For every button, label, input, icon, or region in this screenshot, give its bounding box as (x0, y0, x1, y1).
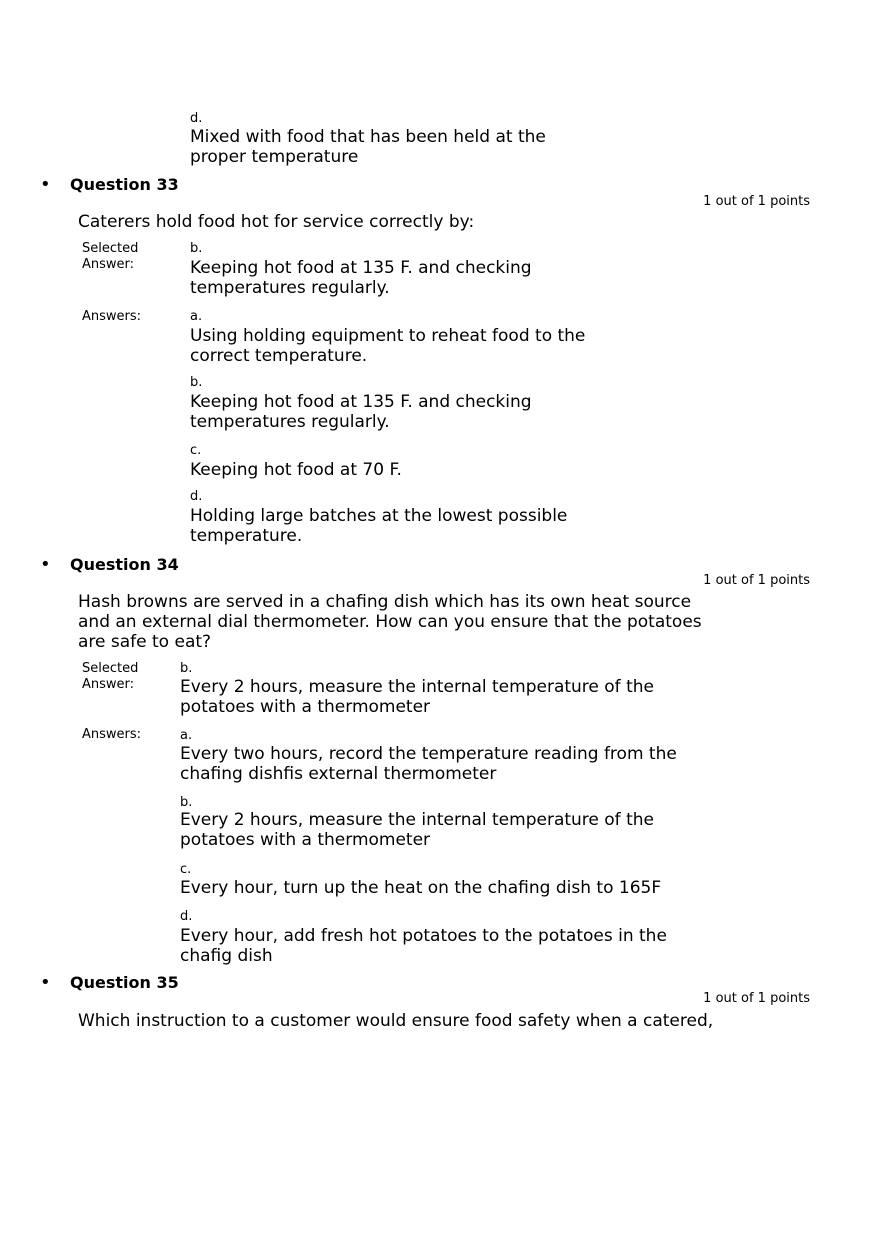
selected-answer-label: Selected (82, 661, 139, 676)
option-text-line: proper temperature (190, 147, 359, 167)
option-letter: a. (190, 309, 203, 324)
option-letter: d. (190, 489, 203, 504)
option-letter: a. (180, 728, 193, 743)
option-letter: b. (190, 375, 203, 390)
question-points: 1 out of 1 points (703, 573, 810, 588)
question-points: 1 out of 1 points (703, 194, 810, 209)
question-title: Question 33 (70, 175, 179, 194)
selected-answer-label: Selected (82, 241, 139, 256)
bullet-icon: • (40, 554, 51, 575)
bullet-icon: • (40, 972, 51, 993)
option-text: temperatures regularly. (190, 412, 390, 432)
selected-answer-letter: b. (180, 661, 193, 676)
question-prompt: Caterers hold food hot for service correctly by: (78, 212, 475, 232)
option-letter: c. (180, 862, 192, 877)
option-text: Every hour, turn up the heat on the chafing dish to 165F (180, 878, 662, 898)
selected-answer-text: potatoes with a thermometer (180, 697, 431, 717)
question-prompt: Which instruction to a customer would ensure food safety when a catered, (78, 1011, 714, 1031)
option-text: temperature. (190, 526, 303, 546)
option-text: Holding large batches at the lowest possible (190, 506, 568, 526)
option-text: Keeping hot food at 70 F. (190, 460, 402, 480)
bullet-icon: • (40, 174, 51, 195)
question-points: 1 out of 1 points (703, 991, 810, 1006)
selected-answer-label: Answer: (82, 257, 135, 272)
option-text: Every 2 hours, measure the internal temperature of the (180, 810, 654, 830)
question-prompt: are safe to eat? (78, 632, 212, 652)
option-text-line: Mixed with food that has been held at the (190, 127, 546, 147)
option-text: Keeping hot food at 135 F. and checking (190, 392, 532, 412)
question-title: Question 34 (70, 555, 179, 574)
option-text: correct temperature. (190, 346, 368, 366)
option-text: Every two hours, record the temperature reading from the (180, 744, 677, 764)
answers-label: Answers: (82, 309, 142, 324)
option-text: chafing dishfis external thermometer (180, 764, 497, 784)
option-text: potatoes with a thermometer (180, 830, 431, 850)
selected-answer-text: Every 2 hours, measure the internal temperature of the (180, 677, 654, 697)
question-prompt: Hash browns are served in a chafing dish which has its own heat source (78, 592, 692, 612)
option-letter: d. (180, 909, 193, 924)
option-text: chafig dish (180, 946, 273, 966)
option-letter: b. (180, 795, 193, 810)
option-text: Using holding equipment to reheat food to the (190, 326, 586, 346)
question-prompt: and an external dial thermometer. How can you ensure that the potatoes (78, 612, 702, 632)
selected-answer-text: Keeping hot food at 135 F. and checking (190, 258, 532, 278)
selected-answer-text: temperatures regularly. (190, 278, 390, 298)
option-letter: d. (190, 111, 203, 126)
answers-label: Answers: (82, 727, 142, 742)
selected-answer-letter: b. (190, 241, 203, 256)
option-letter: c. (190, 443, 202, 458)
question-title: Question 35 (70, 973, 179, 992)
selected-answer-label: Answer: (82, 677, 135, 692)
option-text: Every hour, add fresh hot potatoes to the potatoes in the (180, 926, 667, 946)
